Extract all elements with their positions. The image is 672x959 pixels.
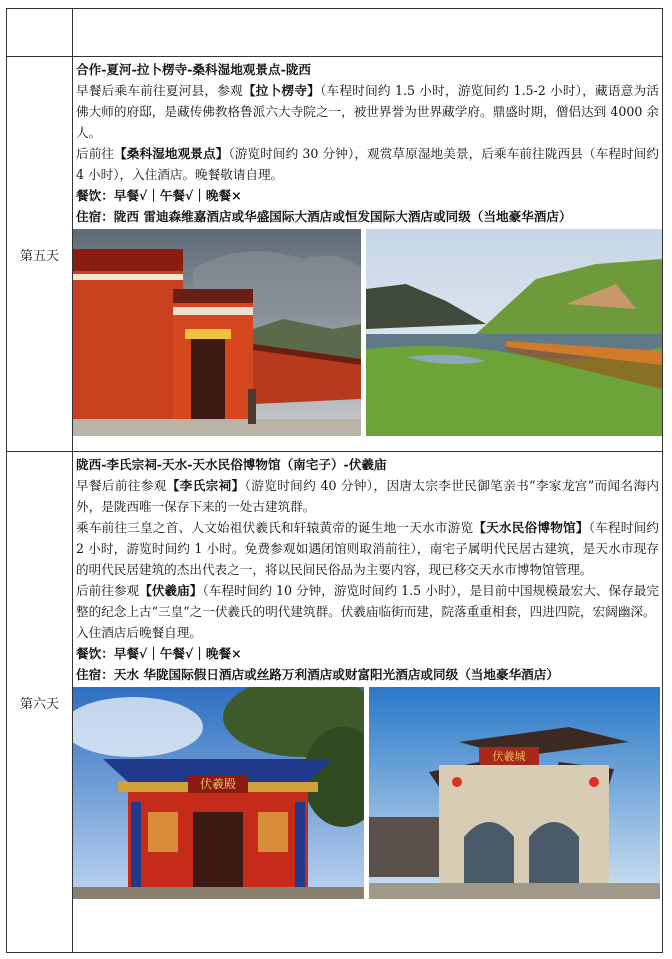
hotel-info: 住宿：天水 华陇国际假日酒店或丝路万利酒店或财富阳光酒店或同级（当地豪华酒店） [76, 667, 559, 682]
header-content-cell [73, 9, 663, 57]
day-row-6 [7, 452, 663, 953]
day-row-5 [7, 57, 663, 452]
header-day-cell [7, 9, 73, 57]
photo-row [73, 227, 662, 438]
temple-plaque: 伏羲殿 [199, 777, 237, 791]
li-ancestral-temple-photo [73, 687, 364, 899]
attraction-name: 【拉卜楞寺】 [242, 83, 321, 98]
route-title: 合作-夏河-拉卜楞寺-桑科湿地观景点-陇西 [76, 62, 312, 77]
day-content [73, 452, 663, 953]
attraction-name: 【天水民俗博物馆】 [473, 520, 589, 535]
paragraph: 后前往【桑科湿地观景点】（游览时间约 30 分钟），观赏草原湿地美景，后乘车前往陇西县（车程时间约 4 小时），入住酒店。晚餐敬请自理。 [76, 146, 660, 182]
paragraph: 乘车前往三皇之首、人文始祖伏羲氏和轩辕黄帝的诞生地一天水市游览【天水民俗博物馆】（车程时间约 2 小时，游览时间约 1 小时。免费参观如遇闭馆则取消前往），南宅子属明代民居古建筑，是天水市现存的明代民居建筑的杰出代表之一，将以民间民俗品为主要内容，现已移交天水市博物馆管理。 [76, 520, 660, 577]
attraction-name: 【桑科湿地观景点】 [114, 146, 229, 161]
paragraph: 早餐后乘车前往夏河县，参观【拉卜楞寺】（车程时间约 1.5 小时，游览间约 1.5-2 小时），藏语意为活佛大师的府邸，是藏传佛教格鲁派六大寺院之一，被世界誉为世界藏学府。鼎盛时期，僧侣达到 4000 余人。 [76, 83, 660, 140]
paragraph: 后前往参观【伏羲庙】（车程时间约 10 分钟，游览时间约 1.5 小时），是目前中国规模最宏大、保存最完整的纪念上古“三皇”之一伏羲氏的明代建筑群。伏羲庙临街而建，院落重重相套，四进四院，宏阔幽深。 [76, 583, 660, 619]
day-label: 第六天 [7, 452, 73, 953]
paragraph: 入住酒店后晚餐自理。 [76, 625, 202, 640]
hotel-info: 住宿：陇西 雷迪森维嘉酒店或华盛国际大酒店或恒发国际大酒店或同级（当地豪华酒店） [76, 209, 572, 224]
photo-row [73, 685, 662, 901]
attraction-name: 【伏羲庙】 [139, 583, 203, 598]
meal-info: 餐饮：早餐√｜午餐√｜晚餐× [76, 646, 242, 661]
paragraph: 早餐后前往参观【李氏宗祠】（游览时间约 40 分钟），因唐太宗李世民御笔亲书“李家龙宫”而闻名海内外，是陇西唯一保存下来的一处古建筑群。 [76, 478, 660, 514]
itinerary-page [6, 8, 663, 952]
route-title: 陇西-李氏宗祠-天水-天水民俗博物馆（南宅子）-伏羲庙 [76, 457, 387, 472]
day-content [73, 57, 663, 452]
meal-info: 餐饮：早餐√｜午餐√｜晚餐× [76, 188, 242, 203]
attraction-name: 【李氏宗祠】 [166, 478, 245, 493]
labrang-monastery-photo [73, 229, 361, 436]
header-row [7, 9, 663, 57]
sangke-wetland-photo [366, 229, 662, 436]
gate-plaque: 伏羲城 [492, 750, 526, 763]
itinerary-table [6, 8, 663, 953]
fuxi-temple-gate-photo [369, 687, 660, 899]
day-label: 第五天 [7, 57, 73, 452]
